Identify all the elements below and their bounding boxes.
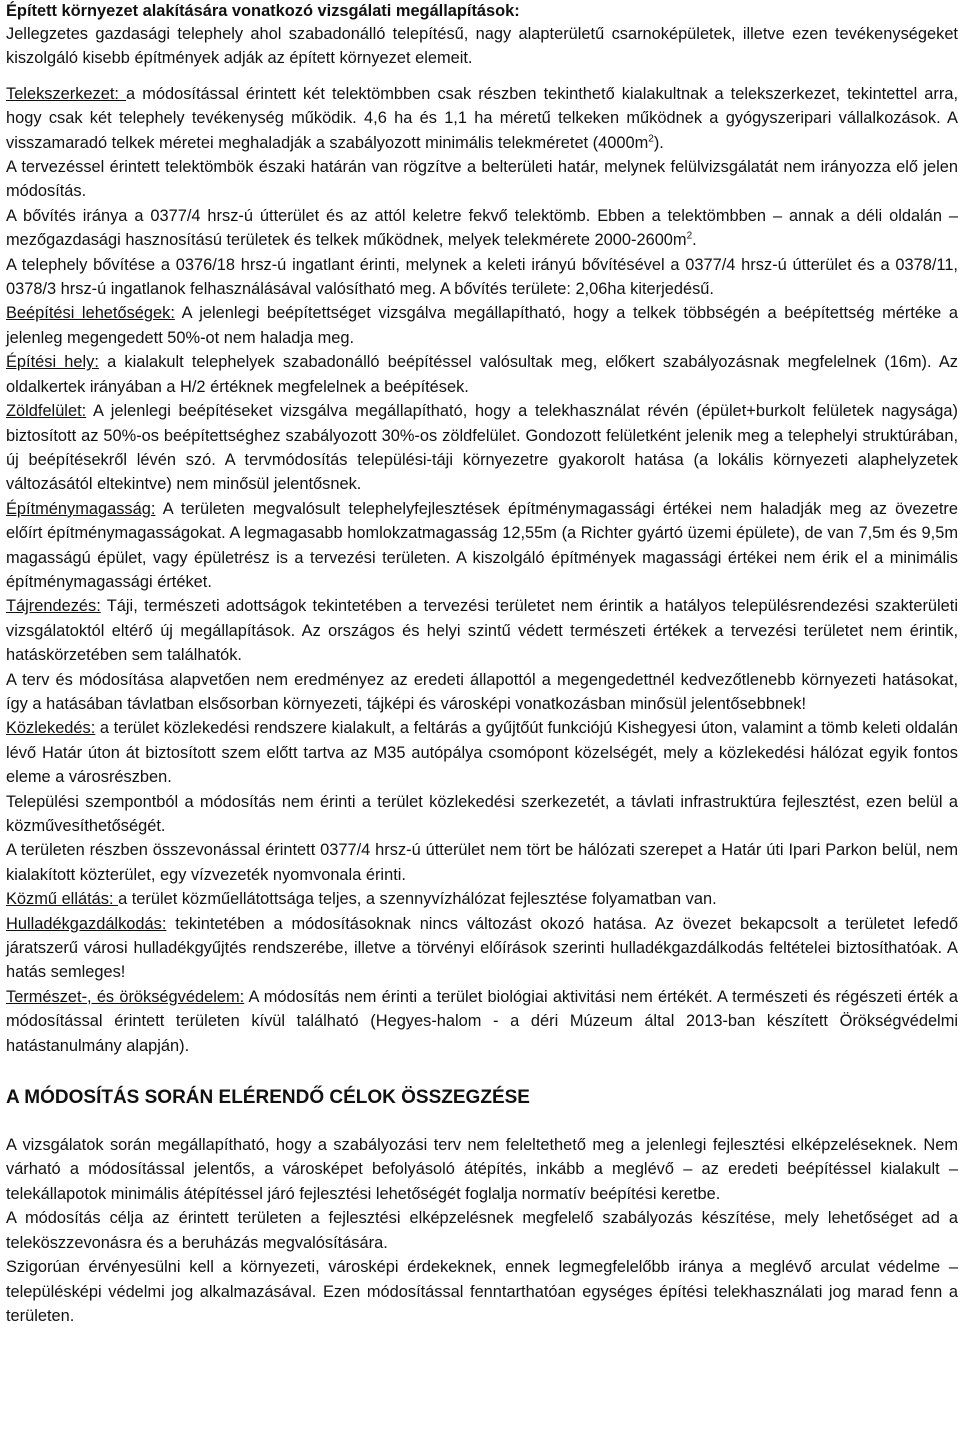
paragraph-utterulet: A területen részben összevonással érintett 0377/4 hrsz-ú útterület nem tört be hálózati szerepet a Határ úti Ipari Parkon belül, nem kialakított közterület, egy vízvezeték nyomvonala érinti. [6,841,958,884]
section-title: A MÓDOSÍTÁS SORÁN ELÉRENDŐ CÉLOK ÖSSZEGZÉSE [6,1087,530,1109]
intro-paragraph: Jellegzetes gazdasági telephely ahol szabadonálló telepítésű, nagy alapterületű csarnoképületek, illetve ezen tevékenységeket kiszolgáló kisebb építmények adják az épített környezet elemeit. [6,25,958,68]
paragraph-tajrendezes: Tájrendezés: Táji, természeti adottságok tekintetében a tervezési területet nem érintik a hatályos településrendezési szakterületi vizsgálatoktól eltérő új megállapítások. Az országos és helyi szintű védett természeti értékek a tervezési területet nem érintik, hatáskörzetében sem találhatók. [6,597,958,665]
paragraph-label: Telekszerkezet: [6,84,127,103]
paragraph-zoldfelulet: Zöldfelület: A jelenlegi beépítéseket vizsgálva megállapítható, hogy a telekhasználat révén (épület+burkolt felületek nagysága) biztosított az 50%-os beépítettséghez szabályozott 30%-os zöldfelület. Gondozott felületként jelenik meg a telephelyi struktúrában, új beépítésekről lévén szó. A tervmódosítás települési-táji környezetre gyakorolt hatása (a lokális környezeti alaphelyzetek változásától eltekintve) nem minősül jelentősnek. [6,402,958,494]
paragraph-kozlekedes: Közlekedés: a terület közlekedési rendszere kialakult, a feltárás a gyűjtőút funkciójú Kishegyesi úton, valamint a tömb keleti oldalán lévő Határ úton át biztosított szem előtt tartva az M35 autópálya csomópont közelségét, mely a közlekedési hálózat egyik fontos eleme a városrészben. [6,719,958,787]
paragraph-beepitesi-lehetosegek: Beépítési lehetőségek: A jelenlegi beépítettséget vizsgálva megállapítható, hogy a telkek többségén a beépítettség mértéke a jelenleg megengedett 50%-ot nem haladja meg. [6,304,958,347]
paragraph-epitmenymagassag: Építménymagasság: A területen megvalósult telephelyfejlesztések építménymagassági értékei nem haladják meg az övezetre előírt építménymagasságokat. A legmagasabb homlokzatmagasság 12,55m (a Richter gyártó üzemi épülete), de van 7,5m és 9,5m magasságú épület, vagy épületrész is a tervezési területen. A kiszolgáló építmények magassági értékei nem érik el a minimális építménymagassági értéket. [6,499,958,591]
paragraph-kornyezeti-hatasok: A terv és módosítása alapvetően nem eredményez az eredeti állapottól a megengedettnél kedvezőtlenebb környezeti hatásokat, így a hatásában távlatban elsősorban környezeti, tájképi és városképi vonatkozásban minősül jelentősebbnek! [6,670,958,713]
section-paragraph: Szigorúan érvényesülni kell a környezeti, városképi érdekeknek, ennek legmegfelelőbb iránya a meglévő arculat védelme – településképi védelmi jog alkalmazásával. Ezen módosítással fenntarthatóan egységes építési telekhasználati jog marad fenn a területen. [6,1258,958,1325]
document-heading: Épített környezet alakítására vonatkozó vizsgálati megállapítások: [6,2,520,20]
paragraph-termeszetvedelem: Természet-, és örökségvédelem: A módosítás nem érinti a terület biológiai aktivitási nem értékét. A természeti és régészeti érték a módosítással érintett területen kívül található (Hegyes-halom - a déri Múzeum által 2013-ban készített Örökségvédelmi hatástanulmány alapján). [6,987,958,1055]
paragraph-telephely-bovitese: A telephely bővítése a 0376/18 hrsz-ú ingatlant érinti, melynek a keleti irányú bővítésével a 0377/4 hrsz-ú útterület és a 0378/11, 0378/3 hrsz-ú ingatlanok felhasználásával valósítható meg. A bővítés területe: 2,06ha kiterjedésű. [6,255,958,299]
section-paragraph: A módosítás célja az érintett területen a fejlesztési elképzelésnek megfelelő szabályozás készítése, mely lehetőséget ad a teleköszzevonásra és a beruházás megvalósítására. [6,1209,958,1252]
paragraph-hulladekgazdalkodas: Hulladékgazdálkodás: tekintetében a módosításoknak nincs változást okozó hatása. Az övezet bekapcsolt a területet lefedő járatszerű városi hulladékgyűjtés rendszerébe, illetve a törvényi előírások szerinti hulladékgazdálkodás feltételei biztosíthatóak. A hatás semleges! [6,914,958,982]
paragraph-kozmu-ellatas: Közmű ellátás: a terület közműellátottsága teljes, a szennyvízhálózat fejlesztése folyamatban van. [6,890,717,909]
section-paragraph: A vizsgálatok során megállapítható, hogy a szabályozási terv nem feleltethető meg a jelenlegi fejlesztési elképzeléseknek. Nem várható a módosítással jelentős, a városképet befolyásoló átépítés, inkább a meglévő – az eredeti beépítéssel kialakult – telekállapotok minimális átépítéssel járó fejlesztési lehetőségét foglalja normatív beépítési keretbe. [6,1136,958,1203]
paragraph-belteruleti-hatar: A tervezéssel érintett telektömbök északi határán van rögzítve a belterületi határ, melynek felülvizsgálatát nem irányozza elő jelen módosítás. [6,158,958,201]
paragraph-telepulesi-szempont: Települési szempontból a módosítás nem érinti a terület közlekedési szerkezetét, a távlati infrastruktúra fejlesztést, ezen belül a közművesíthetőségét. [6,792,958,835]
paragraph-bovites-iranya: A bővítés iránya a 0377/4 hrsz-ú útterület és az attól keletre fekvő telektömb. Ebben a telektömbben – annak a déli oldalán – mezőgazdasági hasznosítású területek és telkek működnek, melyek telekmérete $2000-2600m^2$. [6,206,958,250]
paragraph-epitesi-hely: Építési hely: a kialakult telephelyek szabadonálló beépítéssel valósultak meg, előkert szabályozásnak megfelelnek (16m). Az oldalkertek irányában a H/2 értéknek megfelelnek a beépítések. [6,353,958,396]
paragraph-telekszerkezet: Telekszerkezet: a módosítással érintett két telektömbben csak részben tekinthető kialakultnak a telekszerkezet, tekintettel arra, hogy csak két telephely tevékenység működik. 4,6 ha és 1,1 ha méretű telkeken működnek a gyógyszeripari vállalkozások. A visszamaradó telkek méretei meghaladják a szabályozott minimális telekméretet $(4000m^2)$. [6,84,958,152]
